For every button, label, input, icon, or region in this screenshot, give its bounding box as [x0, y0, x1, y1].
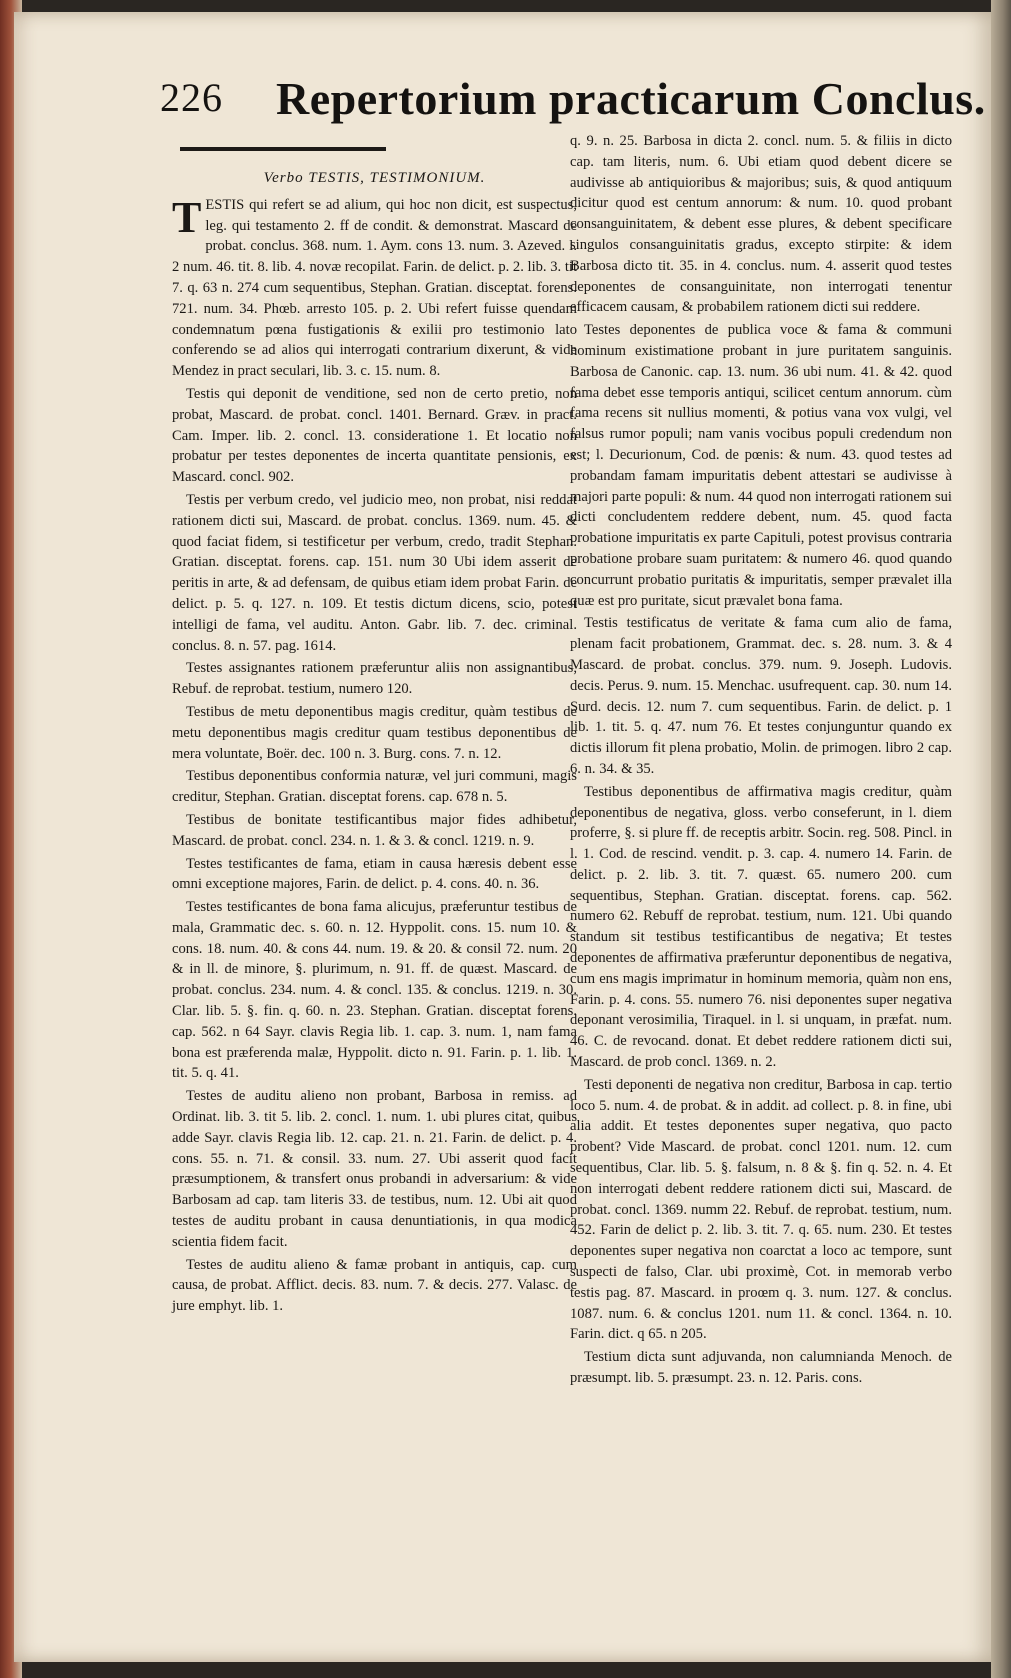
paragraph: Testibus de bonitate testificantibus major fides adhibetur, Mascard. de probat. concl. 234. n. 1. & 3. & concl. 1219. n. 9. — [172, 811, 577, 849]
paragraph: Testis testificatus de veritate & fama cum alio de fama, plenam facit probationem, Grammat. dec. s. 28. num. 3. & 4 Mascard. de probat. conclus. 379. num. 9. Joseph. Ludovis. decis. Perus. 9. num. 15. Menchac. usufrequent. cap. 30. num 14. Surd. decis. 12. num 7. cum sequentibus. Farin. de delict. p. 1 lib. 1. tit. 5. q. 47. num 76. Et testes conjunguntur quando ex dictis illorum fit plena probatio, Molin. de primogen. libro 2 cap. 6. n. 34. & 35. — [570, 615, 952, 777]
paragraph: Testibus deponentibus conformia naturæ, vel juri communi, magis creditur, Stephan. Gratian. disceptat forens. cap. 678 n. 5. — [172, 768, 577, 806]
paragraph: Testes testificantes de fama, etiam in causa hæresis debent esse omni exceptione majores, Farin. de delict. p. 4. cons. 40. n. 36. — [172, 855, 577, 893]
paragraph: Testes testificantes de bona fama alicujus, præferuntur testibus de mala, Grammatic dec. s. 60. n. 12. Hyppolit. cons. 15. num 10. & cons. 18. num. 40. & cons 44. num. 19. & 20. & consil 72. num. 20 & in ll. de minore, §. plurimum, n. 91. ff. de quæst. Mascard. de probat. conclus. 234. num. 4. & concl. 135. & conclus. 1219. n. 30. Clar. lib. 5. §. fin. q. 60. n. 23. Stephan. Gratian. disceptat forens. cap. 562. n 64 Sayr. clavis Regia lib. 1. cap. 3. num. 1, nam fama bona est præferenda malæ, Hyppolit. dicto n. 91. Farin. p. 1. lib. 1. tit. 5. q. 41. — [172, 899, 577, 1082]
paragraph — [172, 192, 577, 382]
page-header — [160, 73, 986, 134]
paragraph: Testibus deponentibus de affirmativa magis creditur, quàm deponentibus de negativa, gloss. verbo conseferunt, in l. diem proferre, §. si plure ff. de receptis arbitr. Socin. reg. 508. Pincl. in l. 1. Cod. de rescind. vendit. p. 3. cap. 4. numero 14. Farin. de delict. p. 2. lib. 3. tit. 7. quæst. 65. numero 200. cum sequentibus, Stephan. Gratian. disceptat. forens. cap. 562. numero 62. Rebuff de reprobat. testium, num. 121. Ubi quando standum sit testibus testificantibus de negativa; Et testes deponentes de affirmativa præferuntur deponentibus de negativa, cum ens magis imprimatur in hominum memoria, quàm non ens, Farin. p. 4. cons. 55. numero 76. nisi deponentes super negativa deponant verosimilia, Tiraquel. in l. si unquam, in præfat. num. 46. C. de revocand. donat. Et debet reddere rationem dicti sui, Mascard. de prob concl. 1369. n. 2. — [570, 783, 952, 1071]
paragraph: Testis per verbum credo, vel judicio meo, non probat, nisi reddat rationem dicti sui, Mascard. de probat. conclus. 1369. num. 45. & quod faciat fidem, si testificetur per verbum, credo, tradit Stephan. Gratian. disceptat. forens. cap. 151. num 30 Ubi idem asserit de peritis in arte, & ad defensam, de quibus etiam idem probat Farin. de delict. p. 5. q. 127. n. 109. Et testis dictum dicens, scio, potest intelligi de fama, vel auditu. Anton. Gabr. lib. 7. dec. criminal. conclus. 8. n. 57. pag. 1614. — [172, 491, 577, 654]
page-number: 226 — [160, 75, 223, 120]
running-title: Repertorium practicarum Conclus. — [276, 73, 986, 124]
paragraph: Testes de auditu alieno non probant, Barbosa in remiss. ad Ordinat. lib. 3. tit 5. lib. 2. concl. 1. num. 1. ubi plures citat, quibus adde Sayr. clavis Regia lib. 12. cap. 21. n. 21. Farin. de delict. p. 4. cons. 55. n. 71. & consil. 33. num. 27. Ubi asserit quod facit præsumptionem, & transfert onus probandi in adversarium: & vide Barbosam ad cap. tam literis 33. de testibus, num. 12. Ubi ait quod testes de auditu probant in causa denuntiationis, in qua modica scientia fidem facit. — [172, 1088, 577, 1250]
paragraph-text: ESTIS qui refert se ad alium, qui hoc non dicit, est suspectus, leg. qui testamento 2. ff de condit. & demonstrat. Mascard de probat. conclus. 368. num. 1. Aym. cons 13. num. 3. Azeved. l. 2 num. 46. tit. 8. lib. 4. novæ recopilat. Farin. de delict. p. 2. lib. 3. tit 7. q. 63 n. 274 cum sequentibus, Stephan. Gratian. disceptat. forens. 721. num. 34. Phœb. arresto 105. p. 2. Ubi refert fuisse quendam condemnatum pœna fustigationis & exilii pro testimonio lato conferendo se ad alios qui interrogati contrarium dixerunt, & vide Mendez in pract seculari, lib. 3. c. 15. num. 8. — [172, 196, 577, 380]
left-column — [172, 160, 577, 1319]
paragraph: Testes de auditu alieno & famæ probant in antiquis, cap. cum causa, de probat. Afflict. decis. 83. num. 7. & decis. 277. Valasc. de jure emphyt. lib. 1. — [172, 1256, 577, 1315]
paragraph: Testi deponenti de negativa non creditur, Barbosa in cap. tertio loco 5. num. 4. de probat. & in addit. ad collect. p. 8. in fine, ubi alia addit. Et testes deponentes super negativa, quo pacto probent? Vide Mascard. de probat. concl 1201. num. 12. cum sequentibus, Clar. lib. 5. §. falsum, n. 8 & §. fin q. 52. n. 4. Et non interrogati debent reddere rationem dicti sui, Mascard. de probat. concl. 1369. numm 22. Rebuf. de reprobat. testium, num. 452. Farin de delict p. 2. lib. 3. tit. 7. q. 65. num. 230. Et testes deponentes super negativa non coarctat a loco ac tempore, sunt suspecti de falso, Clar. ubi proximè, Cot. in memorab verbo testis pag. 87. Mascard. in proœm q. 3. num. 127. & conclus. 1087. num. 6. & conclus 1201. num 11. & concl. 1364. n. 10. Farin. dict. q 65. n 205. — [570, 1076, 952, 1343]
header-rule — [180, 147, 386, 151]
paragraph: q. 9. n. 25. Barbosa in dicta 2. concl. num. 5. & filiis in dicto cap. tam literis, num. 6. Ubi etiam quod debent dicere se audivisse ab antiquioribus & majoribus; suis, & quod antiquum dicitur quod est centum annorum: & num. 10. quod probant consanguinitatem, & debent esse plures, & debent specificare singulos consanguinitatis gradus, excepto stirpite: & idem Barbosa dicto tit. 35. in 4. conclus. num. 4. asserit quod testes deponentes de consanguinitate, non interrogati tenentur efficacem causam, & probabilem rationem dicti sui reddere. — [570, 133, 952, 316]
paragraph: Testes deponentes de publica voce & fama & communi hominum existimatione probant in jure puritatem sanguinis. Barbosa de Canonic. cap. 13. num. 36 ubi num. 41. & 42. quod fama debet esse temporis antiqui, scilicet centum annorum. cùm fama recens sit nullius momenti, & potius vana vox vulgi, vel falsus rumor populi; nam vanis vocibus populi credendum non est; l. Decurionum, Cod. de pœnis: & num. 43. quod testes ad probandam famam impuritatis debent attestari se audivisse à majori parte populi: & num. 44 quod non interrogati rationem sui dicti concludentem reddere debent, num. 45. quod facta probatione impuritatis ex parte Capituli, potest provisus contraria probatione probare suam puritatem: & numero 46. quod quando concurrunt probatio puritatis & impuritatis, semper prævalet illa quæ est pro puritate, sicut prævalet bona fama. — [570, 322, 952, 609]
page-stack-edge — [991, 0, 1011, 1678]
paragraph: Testes assignantes rationem præferuntur aliis non assignantibus, Rebuf. de reprobat. testium, numero 120. — [172, 660, 577, 698]
right-column — [570, 131, 952, 1391]
paragraph: Testis qui deponit de venditione, sed non de certo pretio, non probat, Mascard. de probat. concl. 1401. Bernard. Græv. in pract. Cam. Imper. lib. 2. concl. 13. consideratione 1. Et locatio non probatur per testes deponentes de incerta quantitate pensionis, ex Mascard. concl. 902. — [172, 385, 577, 486]
section-heading: Verbo TESTIS, TESTIMONIUM. — [263, 170, 486, 186]
drop-cap: T — [172, 192, 202, 242]
paragraph: Testibus de metu deponentibus magis creditur, quàm testibus de metu deponentibus magis creditur quam testibus deponentibus de mera voluntate, Boër. dec. 100 n. 3. Burg. cons. 7. n. 12. — [172, 703, 577, 762]
paragraph: Testium dicta sunt adjuvanda, non calumnianda Menoch. de præsumpt. lib. 5. præsumpt. 23. n. 12. Paris. cons. — [570, 1349, 952, 1387]
